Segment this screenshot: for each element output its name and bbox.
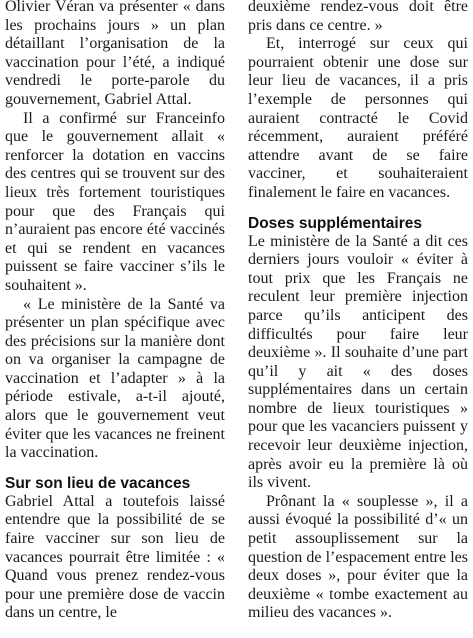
article-column-right — [248, 0, 468, 638]
section-heading: Sur son lieu de vacances — [5, 474, 191, 492]
paragraph: Gabriel Attal a toutefois laissé entendre que la possibilité de se faire vacciner sur son lieu de vacances pourrait être limitée : « Quand vous prenez rendez-vous pour une première dose de vaccin dans un centre, le — [5, 492, 225, 622]
article-column-left — [5, 0, 225, 638]
paragraph: Olivier Véran va présenter « dans les prochains jours » un plan détaillant l’organisation de la vaccination pour l’été, a indiqué vendredi le porte-parole du gouvernement, Gabriel Attal. — [5, 0, 225, 108]
section-heading: Doses supplémentaires — [248, 214, 423, 232]
paragraph: Prônant la « souplesse », il a aussi évoqué la possibilité d’« un petit assouplissement sur la question de l’espacement entre les deux doses », pour éviter que la deuxième « tombe exactement au milieu des vacances ». — [248, 492, 468, 622]
paragraph: Le ministère de la Santé a dit ces derniers jours vouloir « éviter à tout prix que les Français ne reculent leur première injection parce qu’ils anticipent des difficultés pour faire leur deuxième ». Il souhaite d’une part qu’il y ait « des doses supplémentaires dans un certain nombre de lieux touristiques » pour que les vacanciers puissent y recevoir leur deuxième injection, après avoir eu la première là où ils vivent. — [248, 232, 468, 492]
paragraph: deuxième rendez-vous doit être pris dans ce centre. » — [248, 0, 468, 34]
paragraph: Il a confirmé sur Franceinfo que le gouvernement allait « renforcer la dotation en vaccins des centres qui se trouvent sur des lieux très fortement touristiques pour que des Français qui n’auraient pas encore été vaccinés et qui se rendent en vacances puissent se faire vacciner s’ils le souhaitent ». — [5, 109, 225, 294]
paragraph: « Le ministère de la Santé va présenter un plan spécifique avec des précisions sur la manière dont on va organiser la campagne de vaccination et l’adapter » à la période estivale, a-t-il ajouté, alors que le gouvernement veut éviter que les vacances ne freinent la vaccination. — [5, 295, 225, 462]
paragraph: Et, interrogé sur ceux qui pourraient obtenir une dose sur leur lieu de vacances, il a pris l’exemple de personnes qui auraient contracté le Covid récemment, auraient préféré attendre avant de se faire vacciner, et souhaiteraient finalement le faire en vacances. — [248, 35, 468, 201]
